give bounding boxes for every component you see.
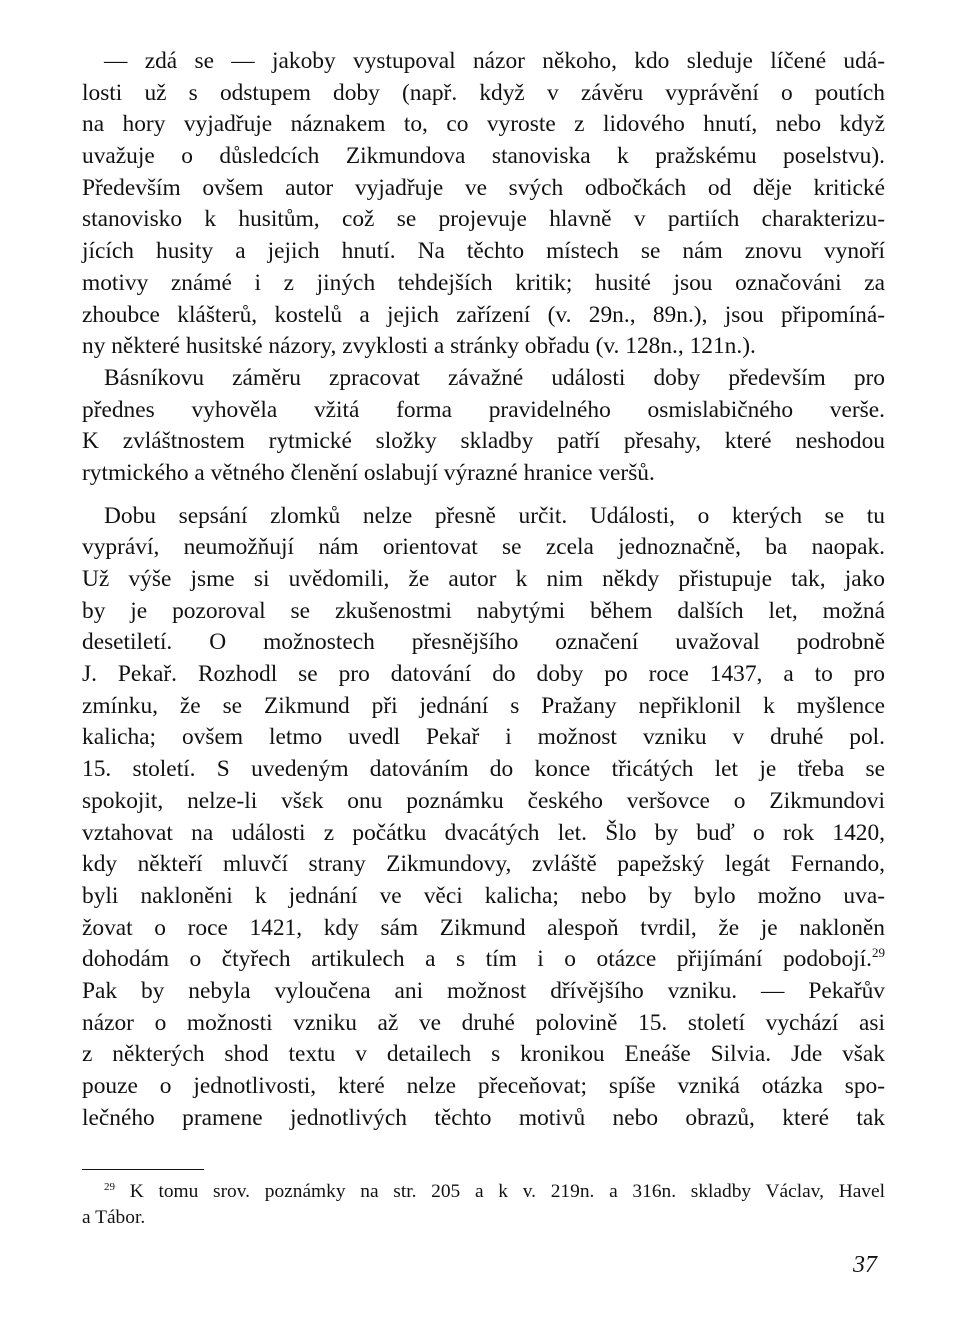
text-line — [82, 268, 885, 300]
text-line — [82, 1103, 885, 1135]
text-line — [82, 331, 885, 363]
text-line-content: motivy známé i z jiných tehdejších kritik; husité jsou označováni za — [82, 269, 885, 296]
text-line-content: pouze o jednotlivosti, které nelze přeceňovat; spíše vzniká otázka spo- — [82, 1073, 885, 1099]
text-line-content: — zdá se — jakoby vystupoval názor někoho, kdo sleduje líčené udá- — [104, 48, 885, 74]
footnote — [82, 1179, 885, 1231]
text-line-content: J. Pekař. Rozhodl se pro datování do doby po roce 1437, a to pro — [82, 661, 885, 688]
text-line — [82, 426, 885, 458]
text-line-content: vypráví, neumožňují nám orientovat se zcela jednoznačně, ba naopak. — [82, 534, 885, 561]
text-line — [82, 564, 885, 596]
text-line-content: 15. století. S uvedeným datováním do konce třicátých let je třeba se — [82, 756, 885, 783]
footnote-line-1 — [82, 1179, 885, 1205]
text-line-content: lečného pramene jednotlivých těchto motivů nebo obrazů, které tak — [82, 1104, 885, 1131]
text-line — [82, 786, 885, 818]
text-line-content: kdy někteří mluvčí strany Zikmundovy, zvláště papežský legát Fernando, — [82, 851, 885, 878]
body-text — [82, 46, 885, 1134]
text-line-content: losti už s odstupem doby (např. když v závěru vyprávění o poutích — [82, 79, 885, 106]
footnote-marker: 29 — [104, 1181, 115, 1193]
text-line — [82, 818, 885, 850]
text-line — [82, 78, 885, 110]
text-line-content: Dobu sepsání zlomků nelze přesně určit. Události, o kterých se tu — [104, 502, 885, 529]
text-line-content: jících husity a jejich hnutí. Na těchto místech se nám znovu vynoří — [82, 238, 885, 265]
text-line-content: Především ovšem autor vyjadřuje ve svých odbočkách od děje kritické — [82, 174, 885, 201]
text-line — [82, 109, 885, 141]
text-line — [82, 300, 885, 332]
text-line-content: uvažuje o důsledcích Zikmundova stanoviska k pražskému poselstvu). — [82, 143, 885, 170]
text-line — [82, 1039, 885, 1071]
text-line-content: spokojit, nelze-li všεk onu poznámku českého veršovce o Zikmundovi — [82, 787, 885, 814]
text-line-content: stanovisko k husitům, což se projevuje hlavně v partiích charakterizu- — [82, 206, 885, 233]
footnote-line-2: a Tábor. — [82, 1207, 146, 1228]
text-line — [82, 849, 885, 881]
text-line — [82, 458, 885, 490]
text-line-content: přednes vyhověla vžitá forma pravidelného osmislabičného verše. — [82, 396, 885, 423]
paragraph-gap — [82, 490, 885, 501]
text-line-content: byli nakloněni k jednání ve věci kalicha; nebo by bylo možno uva- — [82, 882, 885, 909]
text-line-content: zhoubce klášterů, kostelů a jejich zařízení (v. 29n., 89n.), jsou připomíná- — [82, 301, 885, 328]
text-line — [82, 204, 885, 236]
text-line — [82, 976, 885, 1008]
text-line — [82, 881, 885, 913]
text-line — [82, 395, 885, 427]
text-line-content: zmínku, že se Zikmund při jednání s Pražany nepřiklonil k myšlence — [82, 692, 885, 719]
footnote-rule — [82, 1169, 204, 1170]
footnote-text-1: K tomu srov. poznámky na str. 205 a k v. 219n. a 316n. skladby Václav, Havel — [129, 1181, 885, 1202]
text-line — [82, 913, 885, 945]
text-line-content: Už výše jsme si uvědomili, že autor k nim někdy přistupuje tak, jako — [82, 566, 885, 592]
text-line — [82, 754, 885, 786]
footnote-reference: 29 — [872, 945, 885, 961]
text-line-content: vztahovat na události z počátku dvacátých let. Šlo by buď o rok 1420, — [82, 819, 885, 846]
text-line — [82, 944, 885, 976]
text-line-content: na hory vyjadřuje náznakem to, co vyroste z lidového hnutí, nebo když — [82, 111, 885, 138]
text-line — [82, 596, 885, 628]
text-line — [82, 722, 885, 754]
text-line — [82, 501, 885, 533]
text-line-content: desetiletí. O možnostech přesnějšího označení uvažoval podrobně — [82, 629, 885, 656]
text-line — [82, 1071, 885, 1103]
text-line-content: Básníkovu záměru zpracovat závažné události doby především pro — [104, 364, 885, 391]
page-number: 37 — [853, 1252, 877, 1278]
text-line-content: z některých shod textu v detailech s kronikou Eneáše Silvia. Jde však — [82, 1041, 885, 1068]
text-line-content: by je pozoroval se zkušenostmi nabytými během dalších let, možná — [82, 597, 885, 624]
text-line — [82, 46, 885, 78]
text-line — [82, 691, 885, 723]
text-line-content: žovat o roce 1421, kdy sám Zikmund alespoň tvrdil, že je nakloněn — [82, 914, 885, 941]
text-line — [82, 532, 885, 564]
text-line — [82, 659, 885, 691]
text-line — [82, 236, 885, 268]
text-line — [82, 1008, 885, 1040]
text-line-content: K zvláštnostem rytmické složky skladby patří přesahy, které neshodou — [82, 428, 885, 455]
text-line — [82, 173, 885, 205]
text-line-content: Pak by nebyla vyloučena ani možnost dřívějšího vzniku. — Pekařův — [82, 977, 885, 1004]
text-line-content: názor o možnosti vzniku až ve druhé polovině 15. století vychází asi — [82, 1009, 885, 1036]
text-line-content: rytmického a větného členění oslabují výrazné hranice veršů. — [82, 459, 655, 486]
text-line-content: kalicha; ovšem letmo uvedl Pekař i možnost vzniku v druhé pol. — [82, 724, 885, 751]
text-line-content: dohodám o čtyřech artikulech a s tím i o otázce přijímání podobojí. — [82, 946, 872, 973]
text-line — [82, 363, 885, 395]
text-line — [82, 141, 885, 173]
text-line — [82, 627, 885, 659]
text-line-content: ny některé husitské názory, zvyklosti a stránky obřadu (v. 128n., 121n.). — [82, 333, 756, 360]
